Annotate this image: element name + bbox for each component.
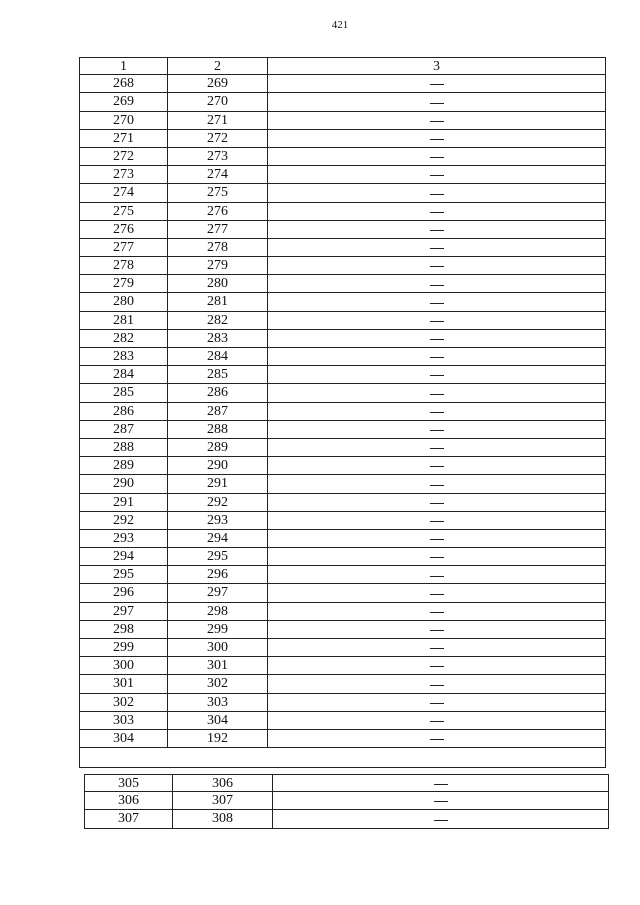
cell-col3 <box>268 384 605 401</box>
cell-col3 <box>268 530 605 547</box>
dash-mark <box>430 576 444 577</box>
dash-mark <box>430 194 444 195</box>
dash-mark <box>434 801 448 802</box>
table-row <box>79 548 606 566</box>
cell-col1: 274 <box>80 184 168 201</box>
table-row <box>79 293 606 311</box>
cell-col2: 287 <box>168 403 268 420</box>
cell-col2: 272 <box>168 130 268 147</box>
table-row <box>79 112 606 130</box>
dash-mark <box>430 466 444 467</box>
cell-col1: 305 <box>85 775 173 791</box>
cell-col3 <box>268 566 605 583</box>
cell-col2: 275 <box>168 184 268 201</box>
cell-col1: 300 <box>80 657 168 674</box>
cell-col1: 290 <box>80 475 168 492</box>
cell-col2: 277 <box>168 221 268 238</box>
cell-col2: 300 <box>168 639 268 656</box>
cell-col1: 298 <box>80 621 168 638</box>
cell-col3 <box>268 639 605 656</box>
cell-col2: 299 <box>168 621 268 638</box>
table-row <box>79 694 606 712</box>
cell-col1: 277 <box>80 239 168 256</box>
cell-col3 <box>268 494 605 511</box>
dash-mark <box>430 557 444 558</box>
cell-col2: 303 <box>168 694 268 711</box>
table-gap-row <box>79 748 606 768</box>
data-table <box>79 57 606 768</box>
dash-mark <box>430 139 444 140</box>
cell-col3 <box>268 293 605 310</box>
table-row <box>79 348 606 366</box>
cell-col3 <box>268 93 605 110</box>
table-row <box>79 421 606 439</box>
cell-col1: 293 <box>80 530 168 547</box>
dash-mark <box>430 430 444 431</box>
table-body-continued <box>84 774 609 829</box>
cell-col3 <box>268 621 605 638</box>
dash-mark <box>430 412 444 413</box>
dash-mark <box>430 394 444 395</box>
table-row <box>79 603 606 621</box>
cell-col3 <box>268 203 605 220</box>
cell-col2: 271 <box>168 112 268 129</box>
cell-col1: 273 <box>80 166 168 183</box>
cell-col2: 289 <box>168 439 268 456</box>
table-row <box>79 239 606 257</box>
cell-col3 <box>268 75 605 92</box>
cell-col3 <box>268 712 605 729</box>
cell-col2: 273 <box>168 148 268 165</box>
dash-mark <box>430 84 444 85</box>
table-row <box>79 384 606 402</box>
table-row <box>84 792 609 810</box>
cell-col3 <box>268 403 605 420</box>
table-row <box>79 257 606 275</box>
cell-col3 <box>268 512 605 529</box>
page-number: 421 <box>331 19 349 31</box>
cell-col3 <box>268 366 605 383</box>
cell-col1: 297 <box>80 603 168 620</box>
cell-col2: 279 <box>168 257 268 274</box>
cell-col2: 285 <box>168 366 268 383</box>
header-cell-3: 3 <box>433 59 440 74</box>
dash-mark <box>430 121 444 122</box>
table-row <box>84 810 609 828</box>
dash-mark <box>430 685 444 686</box>
cell-col2: 293 <box>168 512 268 529</box>
dash-mark <box>430 648 444 649</box>
table-row <box>79 403 606 421</box>
dash-mark <box>434 820 448 821</box>
cell-col2: 295 <box>168 548 268 565</box>
cell-col1: 270 <box>80 112 168 129</box>
cell-col1: 301 <box>80 675 168 692</box>
cell-col3 <box>268 275 605 292</box>
cell-col3 <box>268 439 605 456</box>
cell-col2: 290 <box>168 457 268 474</box>
cell-col2: 281 <box>168 293 268 310</box>
dash-mark <box>434 784 448 785</box>
table-row <box>79 530 606 548</box>
cell-col1: 279 <box>80 275 168 292</box>
cell-col2: 298 <box>168 603 268 620</box>
dash-mark <box>430 503 444 504</box>
dash-mark <box>430 285 444 286</box>
cell-col1: 275 <box>80 203 168 220</box>
cell-col2: 276 <box>168 203 268 220</box>
dash-mark <box>430 103 444 104</box>
cell-col2: 304 <box>168 712 268 729</box>
dash-mark <box>430 485 444 486</box>
dash-mark <box>430 212 444 213</box>
cell-col1: 306 <box>85 792 173 809</box>
dash-mark <box>430 339 444 340</box>
cell-col1: 278 <box>80 257 168 274</box>
cell-col2: 284 <box>168 348 268 365</box>
cell-col2: 302 <box>168 675 268 692</box>
cell-col2: 291 <box>168 475 268 492</box>
cell-col3 <box>273 810 608 827</box>
cell-col2: 192 <box>168 730 268 747</box>
table-header-row <box>79 57 606 75</box>
table-row <box>79 494 606 512</box>
cell-col1: 303 <box>80 712 168 729</box>
header-cell-1: 1 <box>80 58 168 74</box>
cell-col1: 287 <box>80 421 168 438</box>
dash-mark <box>430 321 444 322</box>
table-row <box>79 475 606 493</box>
table-row <box>79 148 606 166</box>
cell-col2: 307 <box>173 792 273 809</box>
cell-col3 <box>273 792 608 809</box>
cell-col3 <box>268 657 605 674</box>
cell-col3 <box>273 775 608 791</box>
cell-col1: 291 <box>80 494 168 511</box>
cell-col3 <box>268 184 605 201</box>
cell-col1: 304 <box>80 730 168 747</box>
cell-col1: 280 <box>80 293 168 310</box>
cell-col2: 280 <box>168 275 268 292</box>
cell-col2: 301 <box>168 657 268 674</box>
table-row <box>79 275 606 293</box>
cell-col3 <box>268 694 605 711</box>
table-row <box>79 366 606 384</box>
table-row <box>79 657 606 675</box>
table-row <box>79 330 606 348</box>
cell-col1: 295 <box>80 566 168 583</box>
cell-col1: 282 <box>80 330 168 347</box>
dash-mark <box>430 248 444 249</box>
table-row <box>79 166 606 184</box>
header-cell-2: 2 <box>168 58 268 74</box>
table-row <box>79 439 606 457</box>
cell-col2: 288 <box>168 421 268 438</box>
dash-mark <box>430 666 444 667</box>
cell-col2: 292 <box>168 494 268 511</box>
cell-col2: 297 <box>168 584 268 601</box>
dash-mark <box>430 703 444 704</box>
cell-col2: 282 <box>168 312 268 329</box>
table-row <box>79 312 606 330</box>
cell-col2: 306 <box>173 775 273 791</box>
cell-col1: 284 <box>80 366 168 383</box>
table-row <box>79 203 606 221</box>
cell-col1: 271 <box>80 130 168 147</box>
cell-col1: 299 <box>80 639 168 656</box>
cell-col1: 302 <box>80 694 168 711</box>
cell-col3 <box>268 330 605 347</box>
cell-col1: 296 <box>80 584 168 601</box>
cell-col1: 269 <box>80 93 168 110</box>
cell-col3 <box>268 166 605 183</box>
cell-col1: 294 <box>80 548 168 565</box>
table-row <box>79 512 606 530</box>
cell-col1: 285 <box>80 384 168 401</box>
data-table-continued <box>84 774 609 829</box>
cell-col2: 283 <box>168 330 268 347</box>
cell-col3 <box>268 148 605 165</box>
table-row <box>79 566 606 584</box>
dash-mark <box>430 594 444 595</box>
cell-col2: 278 <box>168 239 268 256</box>
table-row <box>79 584 606 602</box>
cell-col3 <box>268 548 605 565</box>
dash-mark <box>430 721 444 722</box>
cell-col3 <box>268 112 605 129</box>
cell-col1: 286 <box>80 403 168 420</box>
cell-col3 <box>268 457 605 474</box>
dash-mark <box>430 303 444 304</box>
cell-col2: 294 <box>168 530 268 547</box>
cell-col2: 269 <box>168 75 268 92</box>
cell-col2: 274 <box>168 166 268 183</box>
cell-col3 <box>268 584 605 601</box>
dash-mark <box>430 739 444 740</box>
cell-col1: 268 <box>80 75 168 92</box>
table-row <box>79 639 606 657</box>
table-row <box>79 621 606 639</box>
dash-mark <box>430 521 444 522</box>
cell-col3 <box>268 675 605 692</box>
dash-mark <box>430 175 444 176</box>
dash-mark <box>430 539 444 540</box>
cell-col3 <box>268 348 605 365</box>
cell-col2: 308 <box>173 810 273 827</box>
dash-mark <box>430 375 444 376</box>
cell-col3 <box>268 603 605 620</box>
dash-mark <box>430 612 444 613</box>
cell-col1: 292 <box>80 512 168 529</box>
table-row <box>79 457 606 475</box>
table-row <box>79 130 606 148</box>
cell-col3 <box>268 130 605 147</box>
dash-mark <box>430 357 444 358</box>
table-row <box>79 712 606 730</box>
cell-col3 <box>268 257 605 274</box>
table-row <box>79 75 606 93</box>
dash-mark <box>430 230 444 231</box>
dash-mark <box>430 157 444 158</box>
table-row <box>79 675 606 693</box>
cell-col1: 289 <box>80 457 168 474</box>
cell-col1: 281 <box>80 312 168 329</box>
cell-col1: 288 <box>80 439 168 456</box>
cell-col3 <box>268 475 605 492</box>
cell-col3 <box>268 421 605 438</box>
cell-col2: 296 <box>168 566 268 583</box>
cell-col3 <box>268 221 605 238</box>
table-body <box>79 75 606 748</box>
dash-mark <box>430 266 444 267</box>
table-row <box>79 93 606 111</box>
cell-col3 <box>268 730 605 747</box>
dash-mark <box>430 630 444 631</box>
cell-col3 <box>268 239 605 256</box>
table-row <box>84 774 609 792</box>
cell-col1: 307 <box>85 810 173 827</box>
cell-col2: 270 <box>168 93 268 110</box>
dash-mark <box>430 448 444 449</box>
cell-col1: 272 <box>80 148 168 165</box>
table-row <box>79 184 606 202</box>
cell-col1: 276 <box>80 221 168 238</box>
cell-col1: 283 <box>80 348 168 365</box>
table-row <box>79 221 606 239</box>
cell-col3 <box>268 312 605 329</box>
table-row <box>79 730 606 748</box>
cell-col2: 286 <box>168 384 268 401</box>
